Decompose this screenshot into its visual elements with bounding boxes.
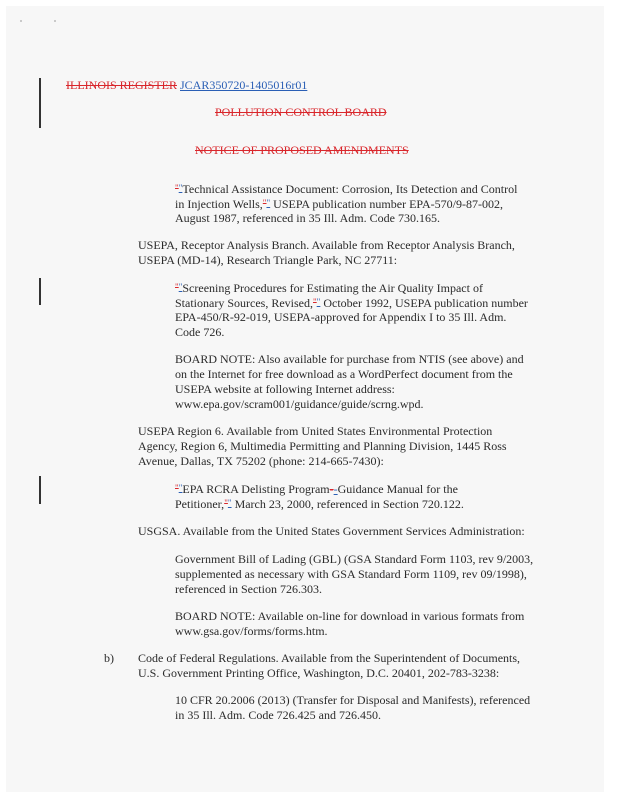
text-line: BOARD NOTE: Also available for purchase from NTIS (see above) and [175, 352, 524, 366]
text-line: Stationary Sources, Revised,"" October 1992, USEPA publication number [175, 296, 528, 310]
register-header [66, 78, 307, 93]
register-inserted: JCAR350720-1405016r01 [180, 78, 308, 92]
section-label: b) [104, 651, 114, 665]
text-line: 10 CFR 20.2006 (2013) (Transfer for Disposal and Manifests), referenced [175, 693, 531, 707]
text-line: ""EPA RCRA Delisting Program--Guidance Manual for the [175, 482, 458, 496]
text-line: Government Bill of Lading (GBL) (GSA Standard Form 1103, rev 9/2003, [175, 552, 534, 566]
text-line: August 1987, referenced in 35 Ill. Adm. Code 730.165. [175, 211, 440, 225]
notice-title: NOTICE OF PROPOSED AMENDMENTS [195, 143, 409, 157]
text-line: supplemented as necessary with GSA Standard Form 1109, rev 09/1998), [175, 567, 527, 581]
text-line: Agency, Region 6, Multimedia Permitting and Planning Division, 1445 Ross [138, 439, 507, 453]
scan-speck [54, 20, 56, 22]
text-line: Code 726. [175, 325, 225, 339]
text-line: BOARD NOTE: Available on-line for download in various formats from [175, 609, 525, 623]
text-line: Code of Federal Regulations. Available from the Superintendent of Documents, [138, 651, 521, 665]
text-line: USEPA (MD-14), Research Triangle Park, NC 27711: [138, 253, 398, 267]
text-line: ""Screening Procedures for Estimating the Air Quality Impact of [175, 281, 483, 295]
board-title: POLLUTION CONTROL BOARD [215, 105, 387, 119]
change-bar [39, 78, 41, 128]
text-line: Avenue, Dallas, TX 75202 (phone: 214-665-7430): [138, 454, 384, 468]
text-line: www.epa.gov/scram001/guidance/guide/scrng.wpd. [175, 397, 424, 411]
text-line: in 35 Ill. Adm. Code 726.425 and 726.450. [175, 708, 381, 722]
scan-speck [20, 20, 22, 22]
text-line: in Injection Wells,"" USEPA publication number EPA-570/9-87-002, [175, 197, 503, 211]
text-line: on the Internet for free download as a WordPerfect document from the [175, 367, 513, 381]
change-bar [39, 476, 41, 504]
text-line: USGSA. Available from the United States Government Services Administration: [138, 524, 525, 538]
text-line: U.S. Government Printing Office, Washington, D.C. 20401, 202-783-3238: [138, 666, 500, 680]
text-line: EPA-450/R-92-019, USEPA-approved for Appendix I to 35 Ill. Adm. [175, 310, 507, 324]
text-line: www.gsa.gov/forms/forms.htm. [175, 624, 328, 638]
text-line: ""Technical Assistance Document: Corrosion, Its Detection and Control [175, 182, 518, 196]
text-line: USEPA Region 6. Available from United States Environmental Protection [138, 424, 493, 438]
change-bar [39, 278, 41, 305]
text-line: Petitioner,"" March 23, 2000, referenced in Section 720.122. [175, 497, 464, 511]
text-line: USEPA, Receptor Analysis Branch. Available from Receptor Analysis Branch, [138, 238, 515, 252]
register-struck: ILLINOIS REGISTER [66, 78, 177, 92]
text-line: referenced in Section 726.303. [175, 582, 322, 596]
text-line: USEPA website at following Internet address: [175, 382, 395, 396]
